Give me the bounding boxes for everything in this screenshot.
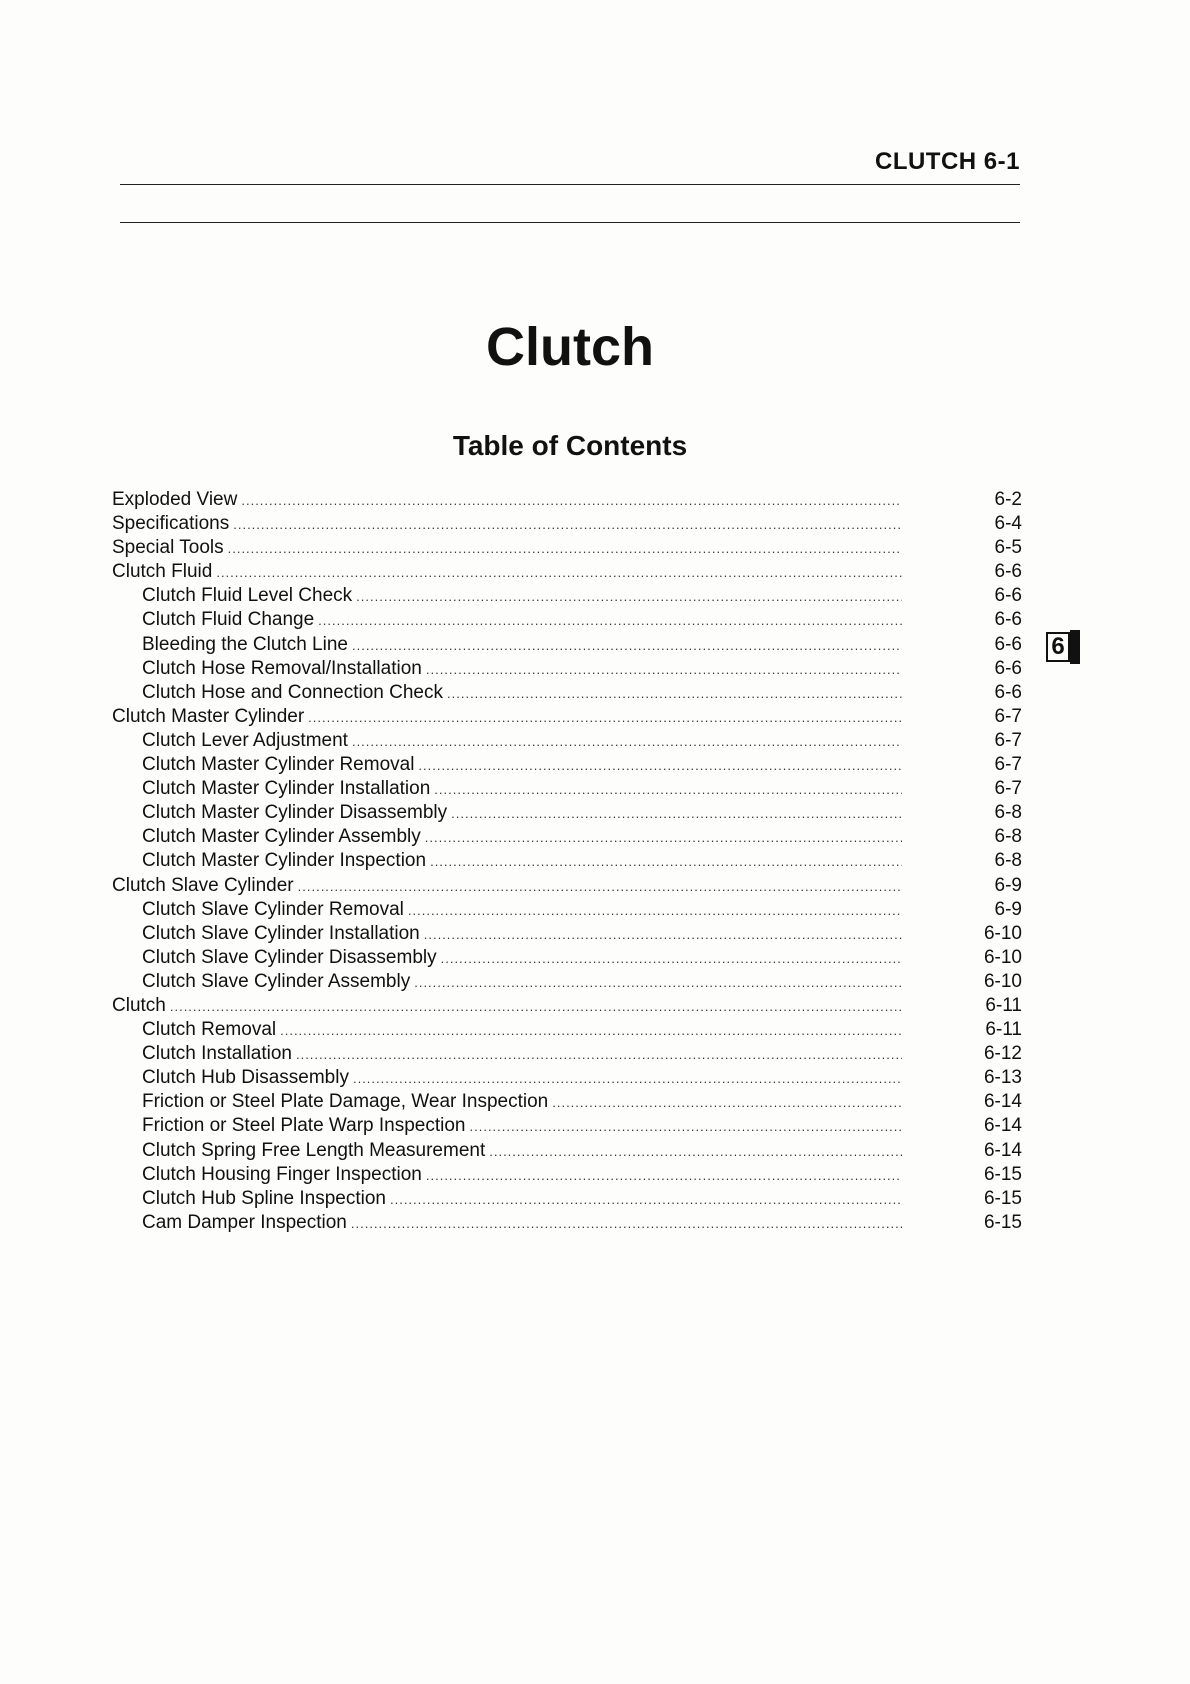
toc-entry[interactable] xyxy=(112,1211,1022,1235)
toc-dot-leader xyxy=(426,1164,902,1188)
toc-entry[interactable] xyxy=(112,657,1022,681)
toc-entry-title: Clutch xyxy=(112,994,166,1016)
toc-entry-title: Bleeding the Clutch Line xyxy=(142,633,348,655)
toc-entry-page: 6-7 xyxy=(994,729,1022,751)
toc-entry[interactable] xyxy=(112,874,1022,898)
toc-entry[interactable] xyxy=(112,777,1022,801)
toc-entry[interactable] xyxy=(112,1139,1022,1163)
toc-entry-title: Clutch Master Cylinder Inspection xyxy=(142,850,427,872)
toc-entry-page: 6-6 xyxy=(994,633,1022,655)
toc-entry-page: 6-9 xyxy=(994,874,1022,896)
toc-entry-page: 6-10 xyxy=(983,946,1022,968)
toc-entry[interactable] xyxy=(112,1163,1022,1187)
toc-entry-title: Clutch Slave Cylinder xyxy=(112,874,294,896)
toc-entry[interactable] xyxy=(112,512,1022,536)
toc-entry-page: 6-7 xyxy=(994,754,1022,776)
toc-dot-leader xyxy=(216,561,902,585)
toc-entry-title: Clutch Hub Spline Inspection xyxy=(142,1187,386,1209)
toc-dot-leader xyxy=(280,1019,902,1043)
toc-entry[interactable] xyxy=(112,536,1022,560)
toc-entry-title: Clutch Master Cylinder Installation xyxy=(142,778,431,800)
toc-entry[interactable] xyxy=(112,1042,1022,1066)
toc-entry-title: Clutch Master Cylinder Disassembly xyxy=(142,802,448,824)
toc-entry[interactable] xyxy=(112,1018,1022,1042)
toc-entry-title: Friction or Steel Plate Warp Inspection xyxy=(142,1115,466,1137)
toc-entry-page: 6-4 xyxy=(994,513,1022,535)
toc-dot-leader xyxy=(351,1212,902,1236)
toc-dot-leader xyxy=(353,1067,902,1091)
toc-entry-page: 6-6 xyxy=(994,609,1022,631)
toc-entry-title: Clutch Housing Finger Inspection xyxy=(142,1163,422,1185)
toc-entry-page: 6-14 xyxy=(983,1115,1022,1137)
toc-entry-page: 6-13 xyxy=(983,1067,1022,1089)
toc-dot-leader xyxy=(228,537,902,561)
chapter-tab-marker xyxy=(1046,630,1084,664)
toc-entry-title: Friction or Steel Plate Damage, Wear Inspection xyxy=(142,1091,549,1113)
toc-entry-title: Clutch Hose and Connection Check xyxy=(142,681,444,703)
toc-entry[interactable] xyxy=(112,922,1022,946)
toc-entry[interactable] xyxy=(112,584,1022,608)
toc-dot-leader xyxy=(451,802,902,826)
toc-entry-page: 6-8 xyxy=(994,826,1022,848)
toc-entry-title: Clutch Spring Free Length Measurement xyxy=(142,1139,486,1161)
toc-entry-page: 6-5 xyxy=(994,537,1022,559)
toc-entry-title: Clutch Master Cylinder Removal xyxy=(142,754,415,776)
toc-entry-title: Exploded View xyxy=(112,489,238,510)
toc-entry-title: Clutch Lever Adjustment xyxy=(142,729,348,751)
toc-entry[interactable] xyxy=(112,560,1022,584)
toc-dot-leader xyxy=(308,706,902,730)
toc-entry[interactable] xyxy=(112,705,1022,729)
toc-entry[interactable] xyxy=(112,608,1022,632)
toc-entry-page: 6-11 xyxy=(985,994,1022,1016)
toc-entry-title: Clutch Fluid Level Check xyxy=(142,585,353,607)
toc-entry-title: Clutch Slave Cylinder Removal xyxy=(142,898,404,920)
toc-entry[interactable] xyxy=(112,1187,1022,1211)
toc-entry-page: 6-6 xyxy=(994,561,1022,583)
toc-dot-leader xyxy=(390,1188,902,1212)
toc-entry-title: Clutch Slave Cylinder Disassembly xyxy=(142,946,437,968)
toc-entry-title: Clutch Fluid Change xyxy=(142,609,315,631)
toc-entry-title: Cam Damper Inspection xyxy=(142,1211,347,1233)
toc-dot-leader xyxy=(425,826,902,850)
toc-entry[interactable] xyxy=(112,488,1022,512)
toc-entry-page: 6-6 xyxy=(994,585,1022,607)
toc-entry-title: Clutch Slave Cylinder Assembly xyxy=(142,970,411,992)
toc-entry-page: 6-15 xyxy=(983,1211,1022,1233)
toc-entry[interactable] xyxy=(112,1090,1022,1114)
toc-entry-page: 6-10 xyxy=(983,970,1022,992)
toc-entry-page: 6-15 xyxy=(983,1187,1022,1209)
toc-entry-page: 6-14 xyxy=(983,1139,1022,1161)
toc-dot-leader xyxy=(298,875,902,899)
toc-entry-page: 6-2 xyxy=(994,489,1022,510)
table-of-contents xyxy=(112,488,1022,1235)
toc-entry[interactable] xyxy=(112,801,1022,825)
toc-entry-page: 6-9 xyxy=(994,898,1022,920)
toc-entry-title: Clutch Master Cylinder xyxy=(112,705,305,727)
toc-dot-leader xyxy=(170,995,902,1019)
toc-entry-page: 6-6 xyxy=(994,657,1022,679)
toc-dot-leader xyxy=(352,634,902,658)
toc-entry-page: 6-15 xyxy=(983,1163,1022,1185)
toc-entry-page: 6-14 xyxy=(983,1091,1022,1113)
toc-dot-leader xyxy=(470,1115,903,1139)
toc-dot-leader xyxy=(408,899,902,923)
toc-entry-title: Clutch Hub Disassembly xyxy=(142,1067,349,1089)
toc-dot-leader xyxy=(352,730,902,754)
toc-dot-leader xyxy=(296,1043,902,1067)
header-rule-secondary xyxy=(120,222,1020,223)
toc-entry-title: Clutch Removal xyxy=(142,1019,277,1041)
toc-entry[interactable] xyxy=(112,753,1022,777)
toc-entry[interactable] xyxy=(112,849,1022,873)
toc-dot-leader xyxy=(489,1140,902,1164)
toc-entry-page: 6-11 xyxy=(985,1019,1022,1041)
toc-dot-leader xyxy=(414,971,902,995)
toc-entry[interactable] xyxy=(112,681,1022,705)
toc-entry-title: Clutch Slave Cylinder Installation xyxy=(142,922,420,944)
toc-dot-leader xyxy=(318,609,902,633)
toc-dot-leader xyxy=(441,947,902,971)
toc-heading: Table of Contents xyxy=(452,430,688,461)
toc-dot-leader xyxy=(356,585,902,609)
toc-dot-leader xyxy=(424,923,902,947)
toc-entry[interactable] xyxy=(112,729,1022,753)
toc-entry-page: 6-8 xyxy=(994,850,1022,872)
toc-entry-title: Clutch Master Cylinder Assembly xyxy=(142,826,421,848)
running-header: CLUTCH 6-1 xyxy=(874,148,1020,175)
header-rule xyxy=(120,184,1020,185)
chapter-tab-number: 6 xyxy=(1046,632,1070,662)
toc-entry-title: Clutch Installation xyxy=(142,1043,292,1065)
toc-entry-page: 6-10 xyxy=(983,922,1022,944)
toc-dot-leader xyxy=(241,489,902,513)
toc-dot-leader xyxy=(434,778,902,802)
toc-entry[interactable] xyxy=(112,1066,1022,1090)
toc-dot-leader xyxy=(447,682,902,706)
toc-entry[interactable] xyxy=(112,946,1022,970)
toc-entry-title: Specifications xyxy=(112,513,230,535)
chapter-tab-bar xyxy=(1070,630,1080,664)
toc-dot-leader xyxy=(430,850,902,874)
toc-entry-page: 6-8 xyxy=(994,802,1022,824)
toc-dot-leader xyxy=(233,513,902,537)
toc-entry-page: 6-12 xyxy=(983,1043,1022,1065)
toc-dot-leader xyxy=(426,658,902,682)
toc-entry-page: 6-6 xyxy=(994,681,1022,703)
toc-entry[interactable] xyxy=(112,1114,1022,1138)
toc-entry-page: 6-7 xyxy=(994,705,1022,727)
toc-entry-title: Clutch Hose Removal/Installation xyxy=(142,657,422,679)
toc-entry-title: Special Tools xyxy=(112,537,224,559)
toc-entry-page: 6-7 xyxy=(994,778,1022,800)
toc-entry[interactable] xyxy=(112,970,1022,994)
toc-entry[interactable] xyxy=(112,898,1022,922)
toc-entry-title: Clutch Fluid xyxy=(112,561,213,583)
toc-entry[interactable] xyxy=(112,825,1022,849)
toc-dot-leader xyxy=(418,754,902,778)
toc-entry[interactable] xyxy=(112,994,1022,1018)
toc-entry[interactable] xyxy=(112,633,1022,657)
toc-dot-leader xyxy=(552,1091,902,1115)
chapter-title: Clutch xyxy=(486,317,654,377)
